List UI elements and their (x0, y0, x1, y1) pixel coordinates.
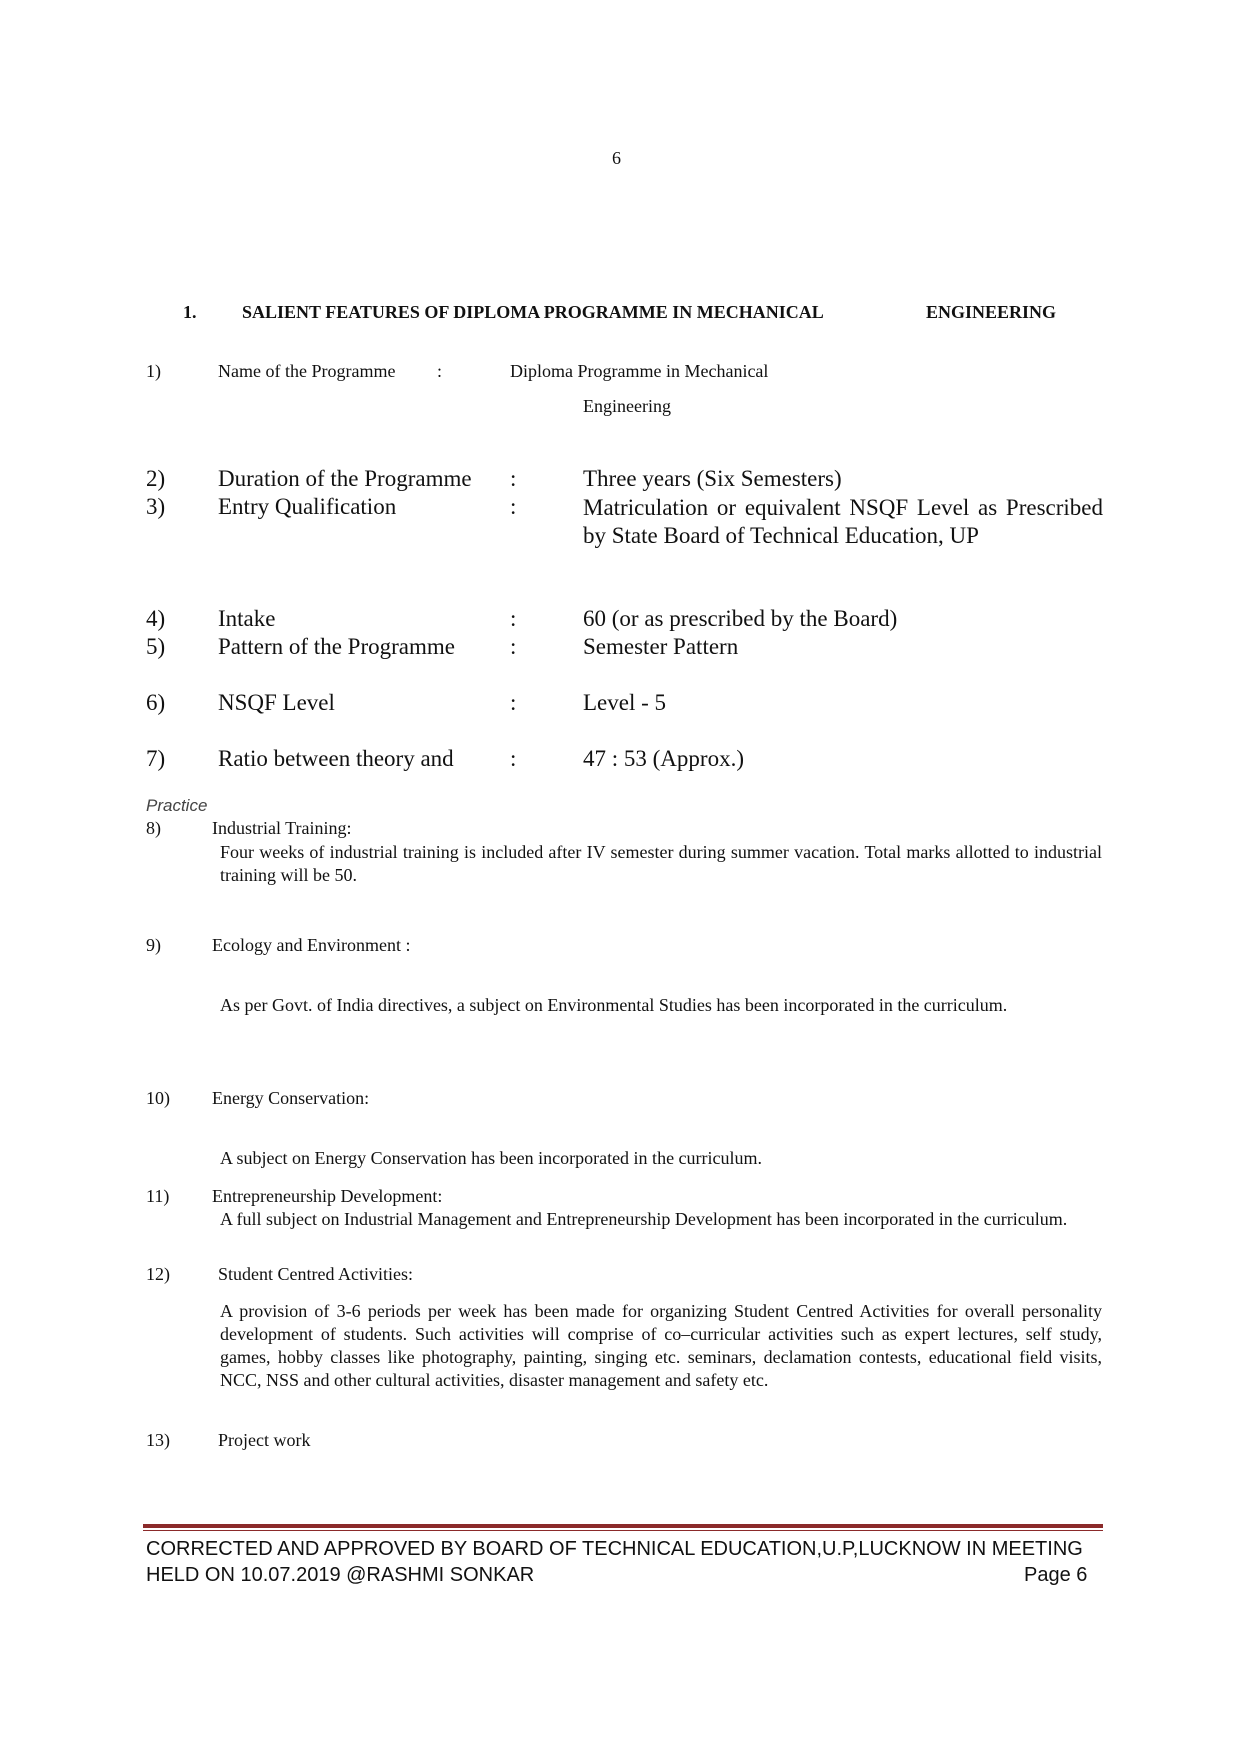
item-7-label: Ratio between theory and (218, 746, 454, 771)
footer-rule-thin (143, 1530, 1103, 1531)
item-5-number: 5) (146, 634, 166, 659)
item-9-number: 9) (146, 935, 161, 955)
item-6-number: 6) (146, 690, 166, 715)
item-2-colon: : (510, 466, 517, 491)
item-5-value: Semester Pattern (583, 634, 739, 659)
item-8-text: Four weeks of industrial training is included after IV semester during summer vacation. Total marks allotted to industrial training will be 50. (220, 842, 1102, 885)
item-7-continuation: Practice (146, 796, 208, 815)
item-10-text: A subject on Energy Conservation has been incorporated in the curriculum. (220, 1148, 763, 1168)
item-9-label: Ecology and Environment : (212, 935, 411, 955)
item-2-number: 2) (146, 466, 166, 491)
item-1-number: 1) (146, 361, 161, 381)
item-5-colon: : (510, 634, 517, 659)
item-3-label: Entry Qualification (218, 494, 397, 519)
item-3-colon: : (510, 494, 517, 519)
footer-page-label: Page 6 (1024, 1564, 1088, 1586)
item-3-value: Matriculation or equivalent NSQF Level as Prescribed by State Board of Technical Education, UP (583, 495, 1103, 548)
item-11-text: A full subject on Industrial Management and Entrepreneurship Development has been incorporated in the curriculum. (220, 1209, 1068, 1229)
item-6-label: NSQF Level (218, 690, 335, 715)
footer-line-1: CORRECTED AND APPROVED BY BOARD OF TECHNICAL EDUCATION,U.P,LUCKNOW IN MEETING (146, 1538, 1083, 1560)
item-13-number: 13) (146, 1430, 170, 1450)
section-title-tail: ENGINEERING (926, 302, 1057, 322)
item-10-number: 10) (146, 1088, 170, 1108)
item-8-number: 8) (146, 818, 161, 838)
item-1-value-line2: Engineering (583, 396, 671, 416)
item-13-label: Project work (218, 1430, 311, 1450)
footer-rule (143, 1524, 1103, 1528)
item-1-label: Name of the Programme (218, 361, 396, 381)
item-6-colon: : (510, 690, 517, 715)
item-1-colon: : (437, 361, 443, 381)
item-12-text: A provision of 3-6 periods per week has been made for organizing Student Centred Activities for overall personality development of students. Such activities will comprise of co–curricular activities such as expert lectures, self study, games, hobby classes like photography, painting, singing etc. seminars, declamation contests, educational field visits, NCC, NSS and other cultural activities, disaster management and safety etc. (220, 1301, 1102, 1390)
item-9-text: As per Govt. of India directives, a subject on Environmental Studies has been incorporated in the curriculum. (220, 995, 1008, 1015)
section-title: SALIENT FEATURES OF DIPLOMA PROGRAMME IN MECHANICAL (242, 302, 824, 322)
item-11-label: Entrepreneurship Development: (212, 1186, 443, 1206)
item-2-value: Three years (Six Semesters) (583, 466, 842, 491)
item-5-label: Pattern of the Programme (218, 634, 455, 659)
item-1-value-line1: Diploma Programme in Mechanical (510, 361, 769, 381)
item-4-label: Intake (218, 606, 276, 631)
item-7-value: 47 : 53 (Approx.) (583, 746, 744, 771)
section-number: 1. (183, 302, 197, 322)
item-10-label: Energy Conservation: (212, 1088, 370, 1108)
item-7-number: 7) (146, 746, 166, 771)
footer-line-2: HELD ON 10.07.2019 @RASHMI SONKAR (146, 1564, 535, 1586)
item-4-colon: : (510, 606, 517, 631)
item-7-colon: : (510, 746, 517, 771)
item-8-label: Industrial Training: (212, 818, 352, 838)
page-number-top: 6 (612, 148, 621, 168)
item-4-value: 60 (or as prescribed by the Board) (583, 606, 898, 631)
item-3-number: 3) (146, 494, 166, 519)
item-6-value: Level - 5 (583, 690, 667, 715)
item-12-number: 12) (146, 1264, 170, 1284)
item-2-label: Duration of the Programme (218, 466, 472, 491)
item-12-label: Student Centred Activities: (218, 1264, 413, 1284)
item-4-number: 4) (146, 606, 166, 631)
item-11-number: 11) (146, 1186, 170, 1206)
